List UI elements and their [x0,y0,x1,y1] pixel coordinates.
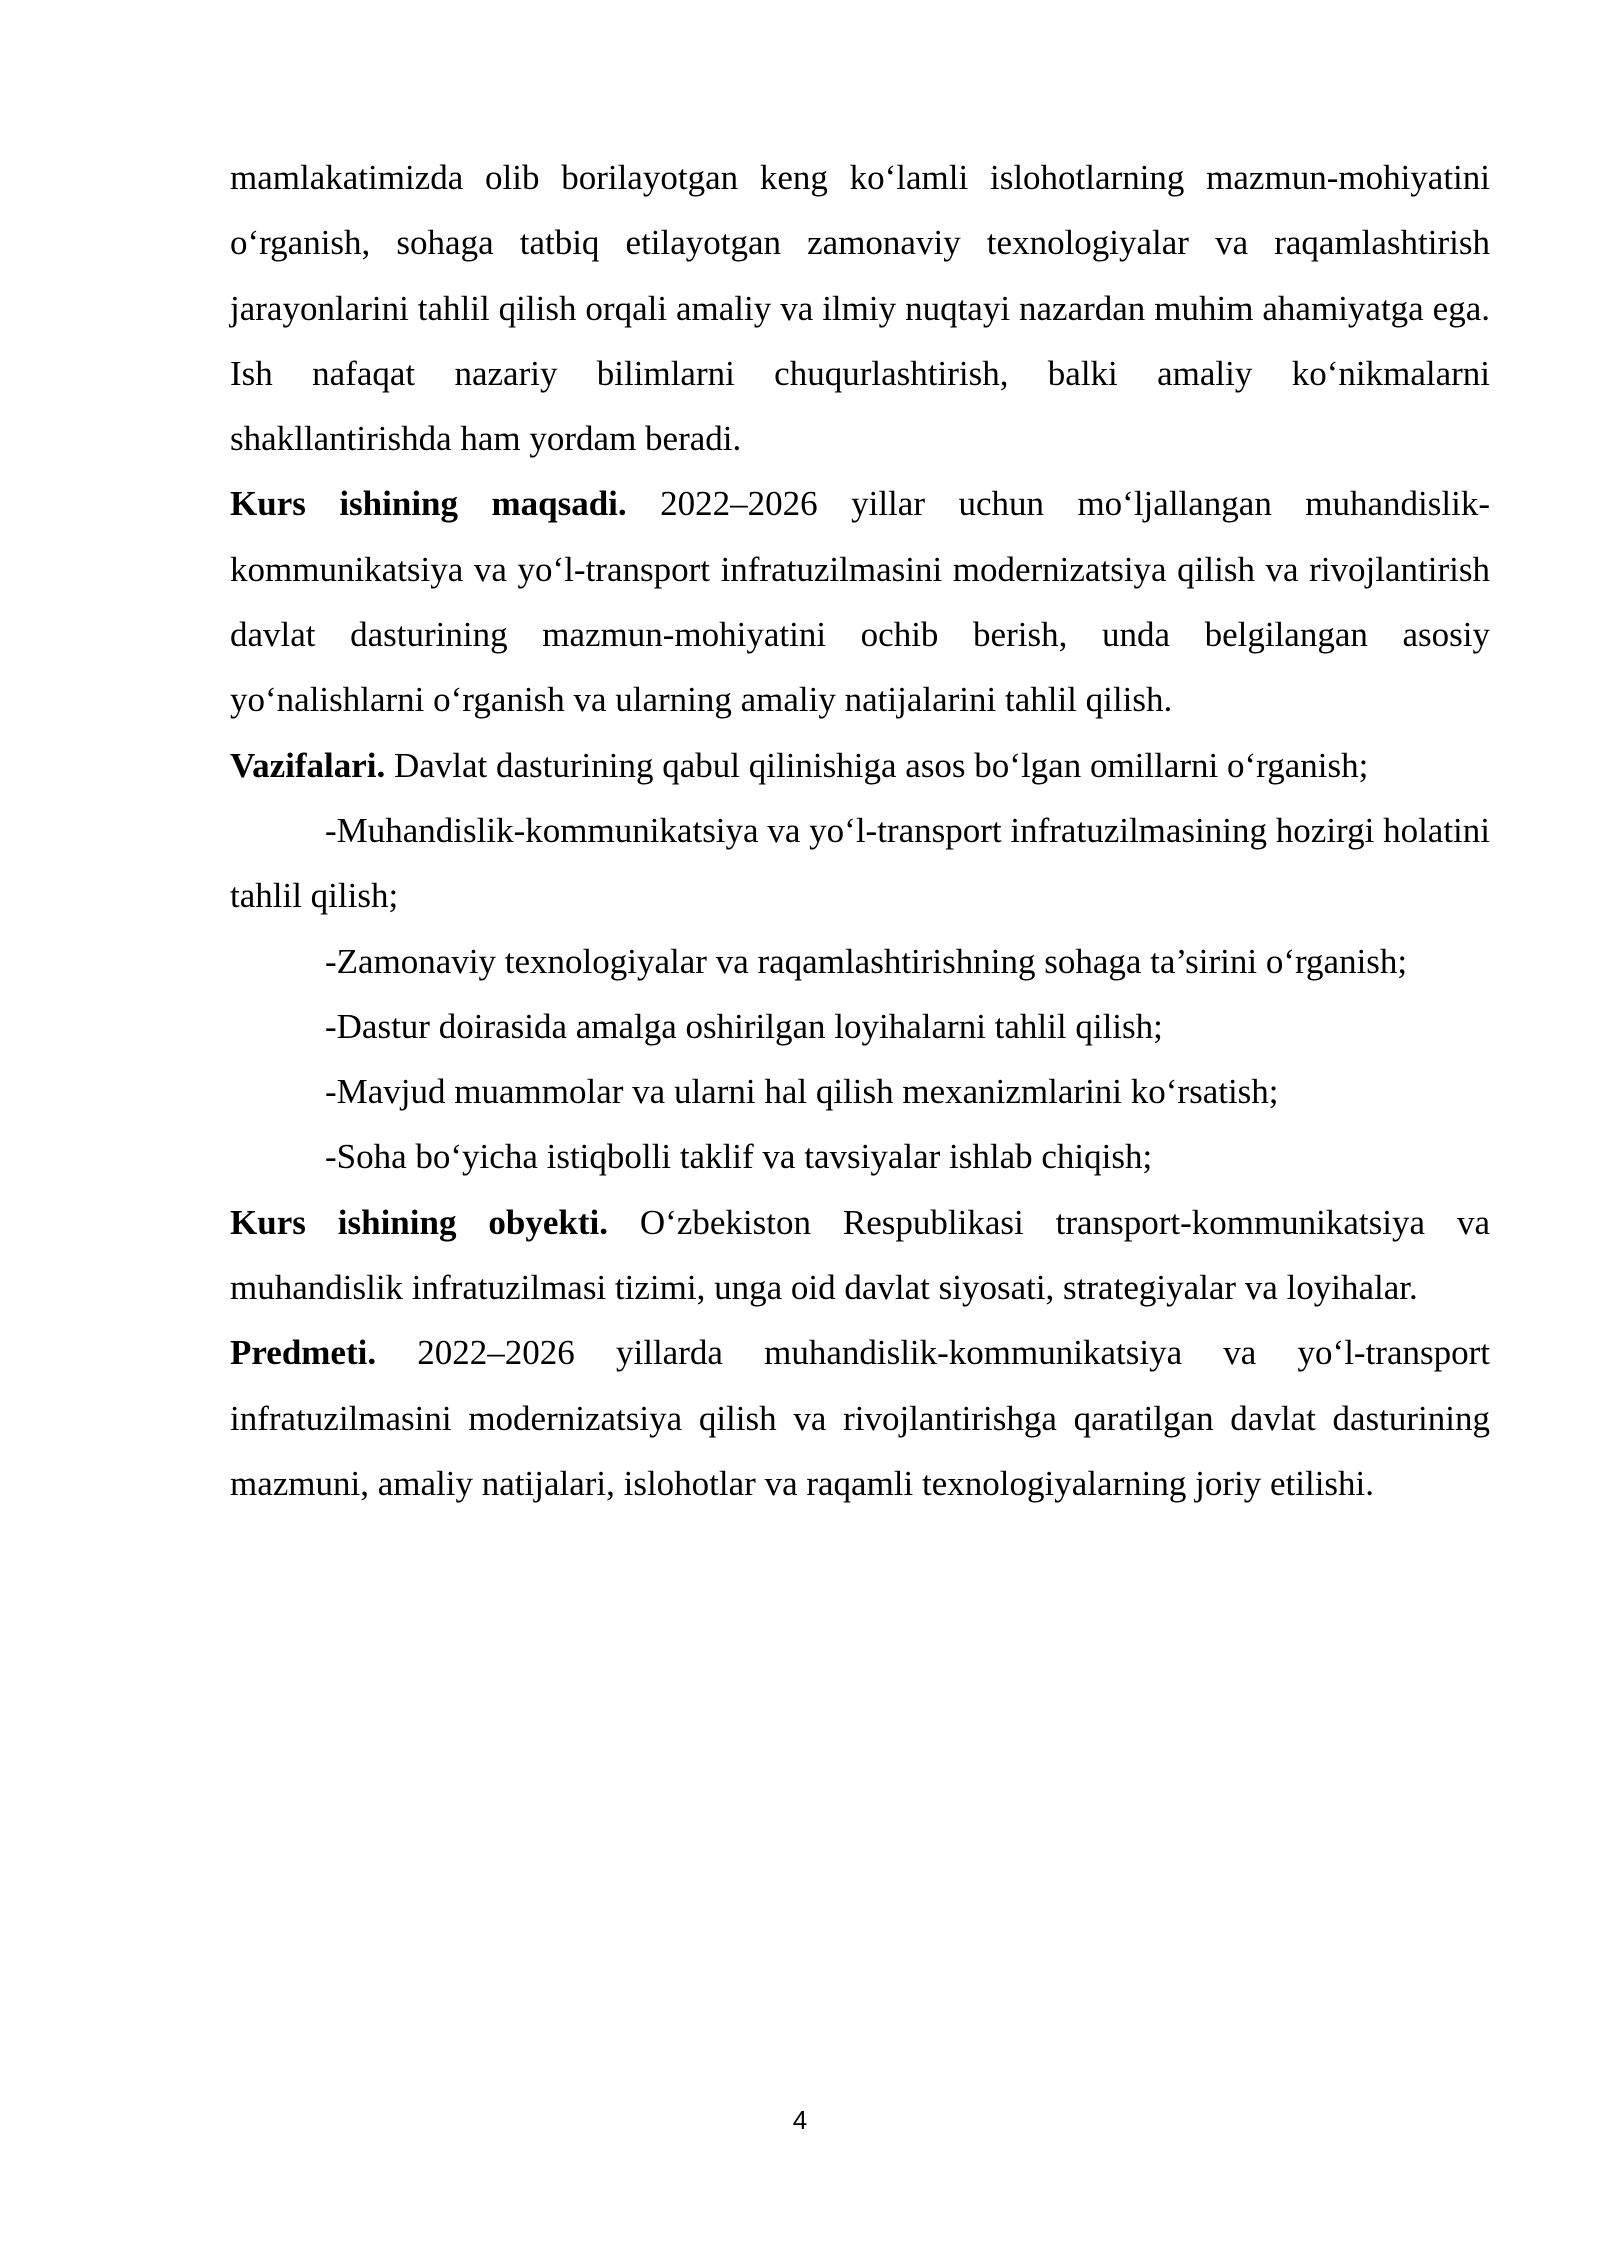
goal-label: Kurs ishining maqsadi. [230,484,627,524]
tasks-paragraph [230,733,1490,798]
object-text: O‘zbekiston Respublikasi transport-kommunikatsiya va muhandislik infratuzilmasi tizimi, unga oid davlat siyosati, strategiyalar va loyihalar. [230,1202,1490,1308]
object-label: Kurs ishining obyekti. [230,1202,608,1242]
task-item: -Dastur doirasida amalga oshirilgan loyihalarni tahlil qilish; [325,1006,1163,1046]
task-item: -Muhandislik-kommunikatsiya va yo‘l-transport infratuzilmasining hozirgi holatini tahlil qilish; [230,810,1490,916]
page-body [230,145,1490,1516]
goal-paragraph [230,471,1490,732]
intro-paragraph: mamlakatimizda olib borilayotgan keng ko‘lamli islohotlarning mazmun-mohiyatini o‘rganish, sohaga tatbiq etilayotgan zamonaviy texnologiyalar va raqamlashtirish jarayonlarini tahlil qilish orqali amaliy va ilmiy nuqtayi nazardan muhim ahamiyatga ega. Ish nafaqat nazariy bilimlarni chuqurlashtirish, balki amaliy ko‘nikmalarni shakllantirishda ham yordam beradi. [230,158,1490,459]
task-item: -Zamonaviy texnologiyalar va raqamlashtirishning sohaga ta’sirini o‘rganish; [325,941,1408,981]
subject-text: 2022–2026 yillarda muhandislik-kommunikatsiya va yo‘l-transport infratuzilmasini modernizatsiya qilish va rivojlantirishga qaratilgan davlat dasturining mazmuni, amaliy natijalari, islohotlar va raqamli texnologiyalarning joriy etilishi. [230,1333,1490,1503]
subject-label: Predmeti. [230,1333,377,1373]
task-item: -Soha bo‘yicha istiqbolli taklif va tavsiyalar ishlab chiqish; [325,1137,1153,1177]
subject-paragraph [230,1320,1490,1516]
goal-text: 2022–2026 yillar uchun mo‘ljallangan muhandislik-kommunikatsiya va yo‘l-transport infratuzilmasini modernizatsiya qilish va rivojlantirish davlat dasturining mazmun-mohiyatini ochib berish, unda belgilangan asosiy yo‘nalishlarni o‘rganish va ularning amaliy natijalarini tahlil qilish. [230,484,1491,720]
tasks-label: Vazifalari. [230,745,386,785]
task-item: -Mavjud muammolar va ularni hal qilish mexanizmlarini ko‘rsatish; [325,1072,1279,1112]
page-number: 4 [792,2105,808,2135]
object-paragraph [230,1190,1490,1321]
tasks-text: Davlat dasturining qabul qilinishiga asos bo‘lgan omillarni o‘rganish; [385,745,1369,785]
